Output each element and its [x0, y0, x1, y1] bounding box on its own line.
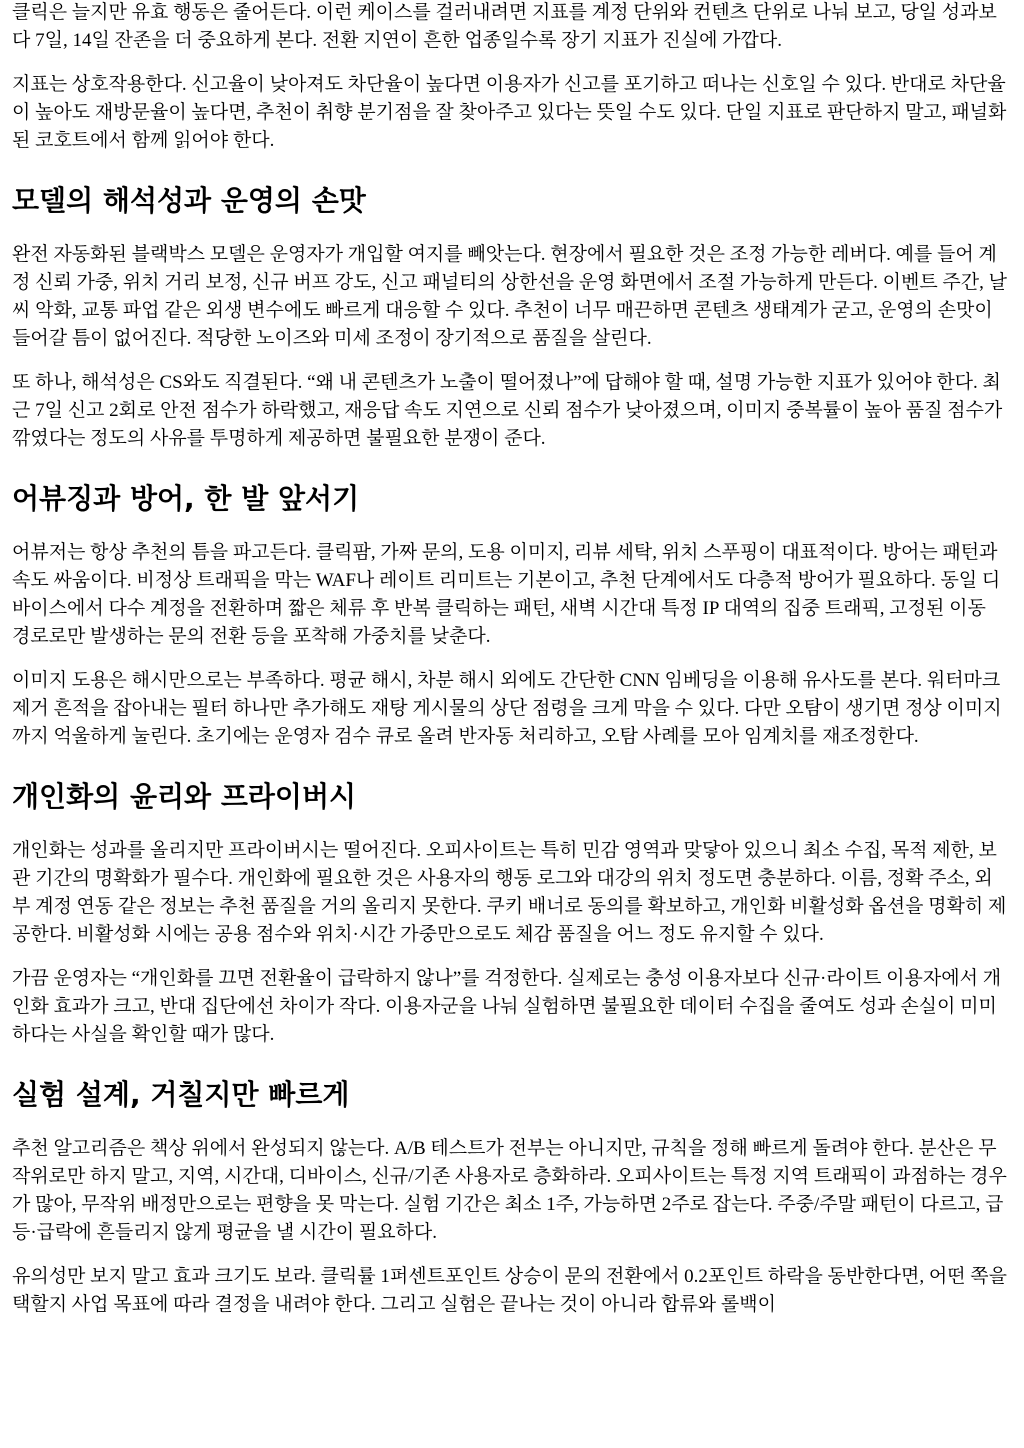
paragraph: 클릭은 늘지만 유효 행동은 줄어든다. 이런 케이스를 걸러내려면 지표를 계정 단위와 컨텐츠 단위로 나눠 보고, 당일 성과보다 7일, 14일 잔존을 더 중요하게 본다. 전환 지연이 흔한 업종일수록 장기 지표가 진실에 가깝다. [12, 2, 997, 51]
paragraph: 유의성만 보지 말고 효과 크기도 보라. 클릭률 1퍼센트포인트 상승이 문의 전환에서 0.2포인트 하락을 동반한다면, 어떤 쪽을 택할지 사업 목표에 따라 결정을 내려야 한다. 그리고 실험은 끝나는 것이 아니라 합류와 롤백이 [12, 1266, 1007, 1315]
paragraph: 완전 자동화된 블랙박스 모델은 운영자가 개입할 여지를 빼앗는다. 현장에서 필요한 것은 조정 가능한 레버다. 예를 들어 계정 신뢰 가중, 위치 거리 보정, 신규 버프 강도, 신고 패널티의 상한선을 운영 화면에서 조절 가능하게 만든다. 이벤트 주간, 날씨 악화, 교통 파업 같은 외생 변수에도 빠르게 대응할 수 있다. 추천이 너무 매끈하면 콘텐츠 생태계가 굳고, 운영의 손맛이 들어갈 틈이 없어진다. 적당한 노이즈와 미세 조정이 장기적으로 품질을 살린다. [12, 244, 1007, 349]
paragraph: 개인화는 성과를 올리지만 프라이버시는 떨어진다. 오피사이트는 특히 민감 영역과 맞닿아 있으니 최소 수집, 목적 제한, 보관 기간의 명확화가 필수다. 개인화에 필요한 것은 사용자의 행동 로그와 대강의 위치 정도면 충분하다. 이름, 정확 주소, 외부 계정 연동 같은 정보는 추천 품질을 거의 올리지 못한다. 쿠키 배너로 동의를 확보하고, 개인화 비활성화 옵션을 명확히 제공한다. 비활성화 시에는 공용 점수와 위치·시간 가중만으로도 체감 품질을 어느 정도 유지할 수 있다. [12, 840, 1007, 945]
document-body [12, 0, 1008, 1335]
section-heading: 어뷰징과 방어, 한 발 앞서기 [12, 482, 360, 515]
section-heading: 개인화의 윤리와 프라이버시 [12, 780, 357, 813]
paragraph: 가끔 운영자는 “개인화를 끄면 전환율이 급락하지 않나”를 걱정한다. 실제로는 충성 이용자보다 신규·라이트 이용자에서 개인화 효과가 크고, 반대 집단에선 차이가 작다. 이용자군을 나눠 실험하면 불필요한 데이터 수집을 줄여도 성과 손실이 미미하다는 사실을 확인할 때가 많다. [12, 968, 1002, 1045]
paragraph: 또 하나, 해석성은 CS와도 직결된다. “왜 내 콘텐츠가 노출이 떨어졌나”에 답해야 할 때, 설명 가능한 지표가 있어야 한다. 최근 7일 신고 2회로 안전 점수가 하락했고, 재응답 속도 지연으로 신뢰 점수가 낮아졌으며, 이미지 중복률이 높아 품질 점수가 깎였다는 정도의 사유를 투명하게 제공하면 불필요한 분쟁이 준다. [12, 372, 1003, 449]
paragraph: 어뷰저는 항상 추천의 틈을 파고든다. 클릭팜, 가짜 문의, 도용 이미지, 리뷰 세탁, 위치 스푸핑이 대표적이다. 방어는 패턴과 속도 싸움이다. 비정상 트래픽을 막는 WAF나 레이트 리미트는 기본이고, 추천 단계에서도 다층적 방어가 필요하다. 동일 디바이스에서 다수 계정을 전환하며 짧은 체류 후 반복 클릭하는 패턴, 새벽 시간대 특정 IP 대역의 집중 트래픽, 고정된 이동 경로로만 발생하는 문의 전환 등을 포착해 가중치를 낮춘다. [12, 542, 1001, 647]
paragraph: 지표는 상호작용한다. 신고율이 낮아져도 차단율이 높다면 이용자가 신고를 포기하고 떠나는 신호일 수 있다. 반대로 차단율이 높아도 재방문율이 높다면, 추천이 취향 분기점을 잘 찾아주고 있다는 뜻일 수도 있다. 단일 지표로 판단하지 말고, 패널화된 코호트에서 함께 읽어야 한다. [12, 74, 1007, 151]
section-heading: 모델의 해석성과 운영의 손맛 [12, 184, 366, 217]
paragraph: 이미지 도용은 해시만으로는 부족하다. 평균 해시, 차분 해시 외에도 간단한 CNN 임베딩을 이용해 유사도를 본다. 워터마크 제거 흔적을 잡아내는 필터 하나만 추가해도 재탕 게시물의 상단 점령을 크게 막을 수 있다. 다만 오탐이 생기면 정상 이미지까지 억울하게 눌린다. 초기에는 운영자 검수 큐로 올려 반자동 처리하고, 오탐 사례를 모아 임계치를 재조정한다. [12, 670, 1002, 747]
section-heading: 실험 설계, 거칠지만 빠르게 [12, 1078, 350, 1111]
paragraph: 추천 알고리즘은 책상 위에서 완성되지 않는다. A/B 테스트가 전부는 아니지만, 규칙을 정해 빠르게 돌려야 한다. 분산은 무작위로만 하지 말고, 지역, 시간대, 디바이스, 신규/기존 사용자로 층화하라. 오피사이트는 특정 지역 트래픽이 과점하는 경우가 많아, 무작위 배정만으로는 편향을 못 막는다. 실험 기간은 최소 1주, 가능하면 2주로 잡는다. 주중/주말 패턴이 다르고, 급등·급락에 흔들리지 않게 평균을 낼 시간이 필요하다. [12, 1138, 1007, 1243]
